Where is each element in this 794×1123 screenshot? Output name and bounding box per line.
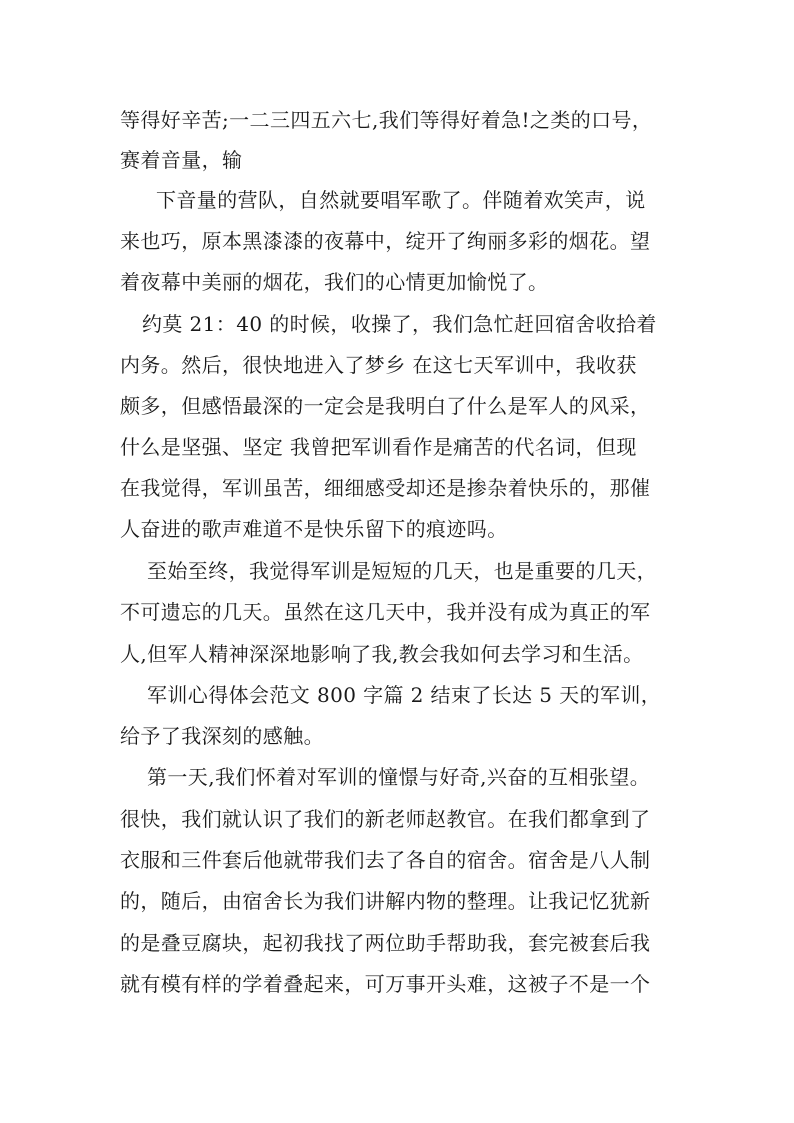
text-line-3: 下音量的营队，自然就要唱军歌了。伴随着欢笑声，说 [156, 188, 646, 212]
text-line-13: 不可遗忘的几天。虽然在这几天中，我并没有成为真正的军 [120, 600, 651, 624]
text-line-5: 着夜幕中美丽的烟花，我们的心情更加愉悦了。 [120, 270, 549, 294]
text-line-11: 人奋进的歌声难道不是快乐留下的痕迹吗。 [120, 517, 508, 541]
text-line-2: 赛着音量，输 [120, 148, 243, 172]
text-line-18: 很快，我们就认识了我们的新老师赵教官。在我们都拿到了 [120, 807, 651, 831]
text-line-1: 等得好辛苦;一二三四五六七,我们等得好着急!之类的口号， [120, 108, 653, 132]
text-line-7: 内务。然后，很快地进入了梦乡 在这七天军训中，我收获 [120, 353, 637, 377]
text-line-15: 军训心得体会范文 800 字篇 2 结束了长达 5 天的军训， [147, 683, 662, 707]
text-line-14: 人,但军人精神深深地影响了我,教会我如何去学习和生活。 [120, 642, 644, 666]
text-line-4: 来也巧，原本黑漆漆的夜幕中，绽开了绚丽多彩的烟花。望 [120, 229, 651, 253]
text-line-12: 至始至终，我觉得军训是短短的几天，也是重要的几天， [147, 559, 657, 583]
text-line-19: 衣服和三件套后他就带我们去了各自的宿舍。宿舍是八人制 [120, 848, 651, 872]
text-line-10: 在我觉得，军训虽苦，细细感受却还是掺杂着快乐的，那催 [120, 476, 651, 500]
text-line-20: 的，随后，由宿舍长为我们讲解内物的整理。让我记忆犹新 [120, 889, 651, 913]
text-line-22: 就有模有样的学着叠起来，可万事开头难，这被子不是一个 [120, 972, 651, 996]
text-line-21: 的是叠豆腐块，起初我找了两位助手帮助我，套完被套后我 [120, 931, 651, 955]
text-line-16: 给予了我深刻的感触。 [120, 724, 324, 748]
text-line-9: 什么是坚强、坚定 我曾把军训看作是痛苦的代名词，但现 [120, 435, 637, 459]
text-line-6: 约莫 21：40 的时候，收操了，我们急忙赶回宿舍收拾着 [142, 312, 657, 336]
text-line-17: 第一天,我们怀着对军训的憧憬与好奇,兴奋的互相张望。 [147, 765, 651, 789]
text-line-8: 颇多，但感悟最深的一定会是我明白了什么是军人的风采， [120, 394, 651, 418]
